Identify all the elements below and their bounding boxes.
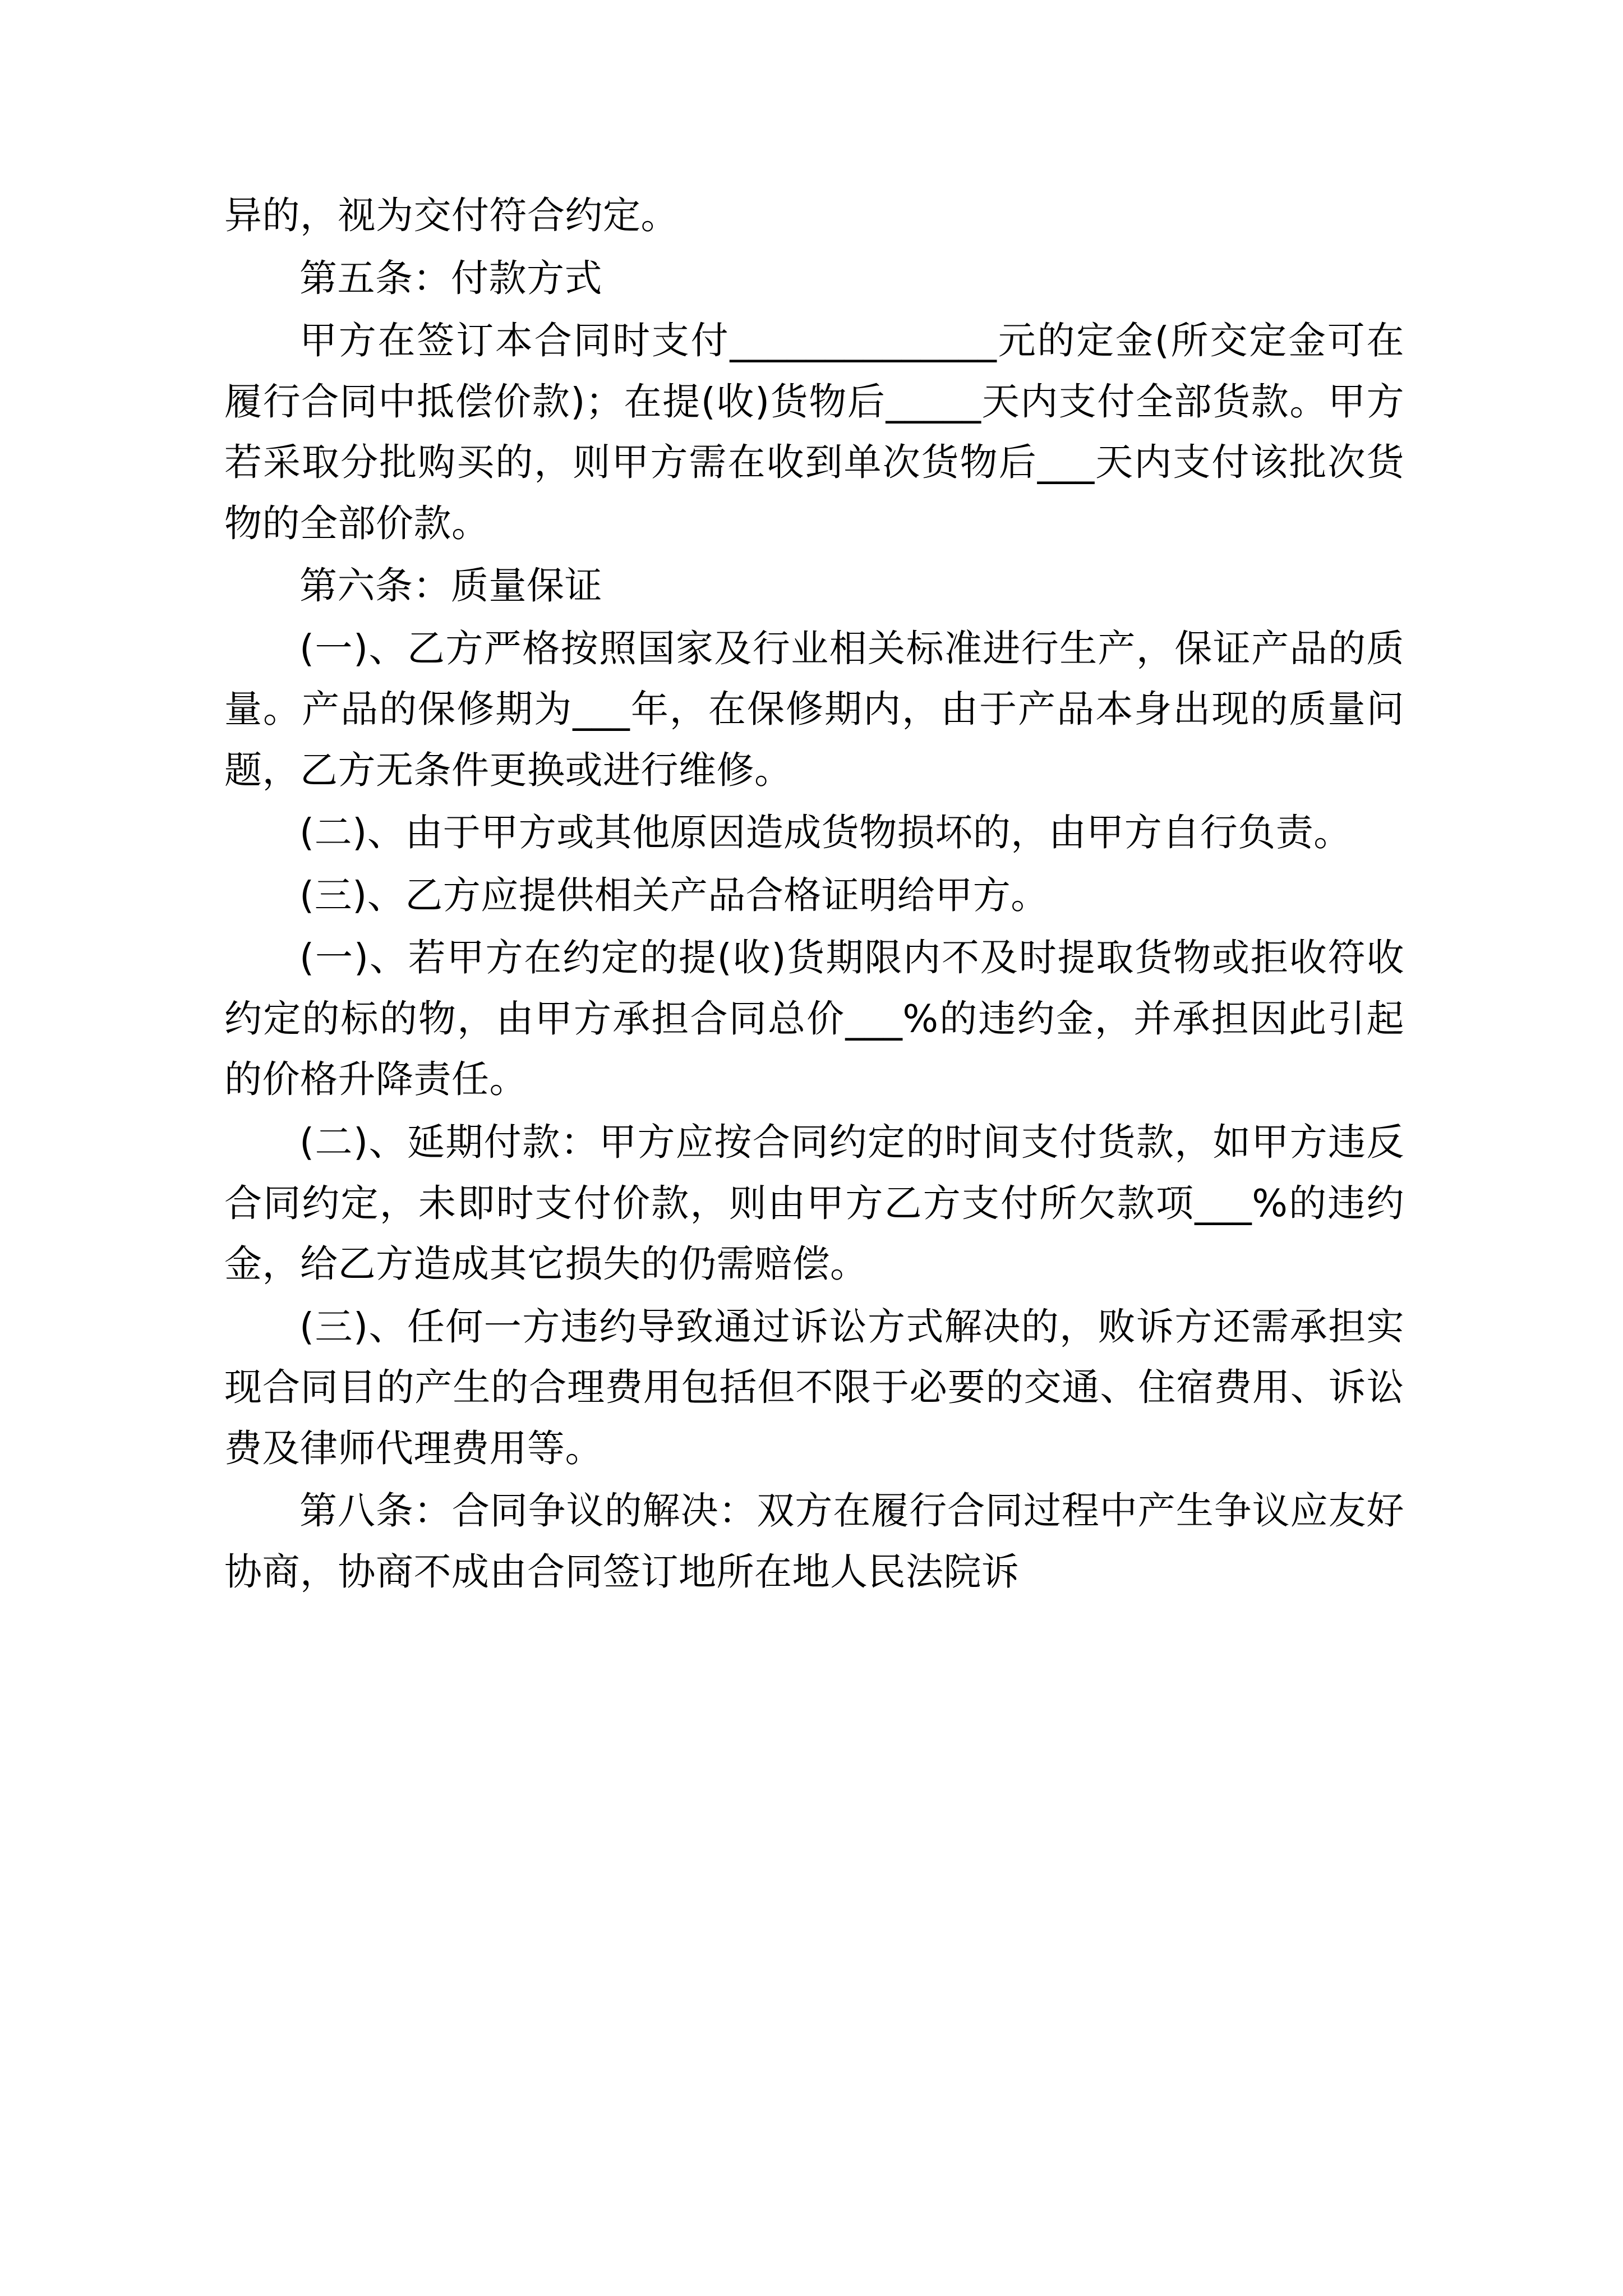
paragraph-article-five-heading: 第五条：付款方式 xyxy=(299,256,602,300)
paragraph-payment-terms: 甲方在签订本合同时支付______________元的定金(所交定金可在履行合同中抵偿价款)；在提(收)货物后_____天内支付全部货款。甲方若采取分批购买的，则甲方需在收到单次货物后___天内支付该批次货物的全部价款。 xyxy=(224,319,1404,545)
paragraph-article-six-heading: 第六条：质量保证 xyxy=(299,564,602,608)
paragraph-breach-item-2: (二)、延期付款：甲方应按合同约定的时间支付货款，如甲方违反合同约定，未即时支付价款，则由甲方乙方支付所欠款项___%的违约金，给乙方造成其它损失的仍需赔偿。 xyxy=(224,1120,1404,1286)
paragraph-breach-item-1: (一)、若甲方在约定的提(收)货期限内不及时提取货物或拒收符收约定的标的物，由甲方承担合同总价___%的违约金，并承担因此引起的价格升降责任。 xyxy=(224,936,1404,1102)
paragraph-quality-item-1: (一)、乙方严格按照国家及行业相关标准进行生产，保证产品的质量。产品的保修期为___年，在保修期内，由于产品本身出现的质量问题，乙方无条件更换或进行维修。 xyxy=(224,626,1404,792)
paragraph-continuation: 异的，视为交付符合约定。 xyxy=(224,194,679,237)
document-body xyxy=(224,185,1404,1602)
paragraph-quality-item-3: (三)、乙方应提供相关产品合格证明给甲方。 xyxy=(299,873,1049,917)
paragraph-article-eight-dispute: 第八条：合同争议的解决：双方在履行合同过程中产生争议应友好协商，协商不成由合同签订地所在地人民法院诉 xyxy=(224,1489,1404,1594)
paragraph-quality-item-2: (二)、由于甲方或其他原因造成货物损坏的，由甲方自行负责。 xyxy=(299,811,1352,855)
paragraph-breach-item-3: (三)、任何一方违约导致通过诉讼方式解决的，败诉方还需承担实现合同目的产生的合理费用包括但不限于必要的交通、住宿费用、诉讼费及律师代理费用等。 xyxy=(224,1304,1404,1470)
